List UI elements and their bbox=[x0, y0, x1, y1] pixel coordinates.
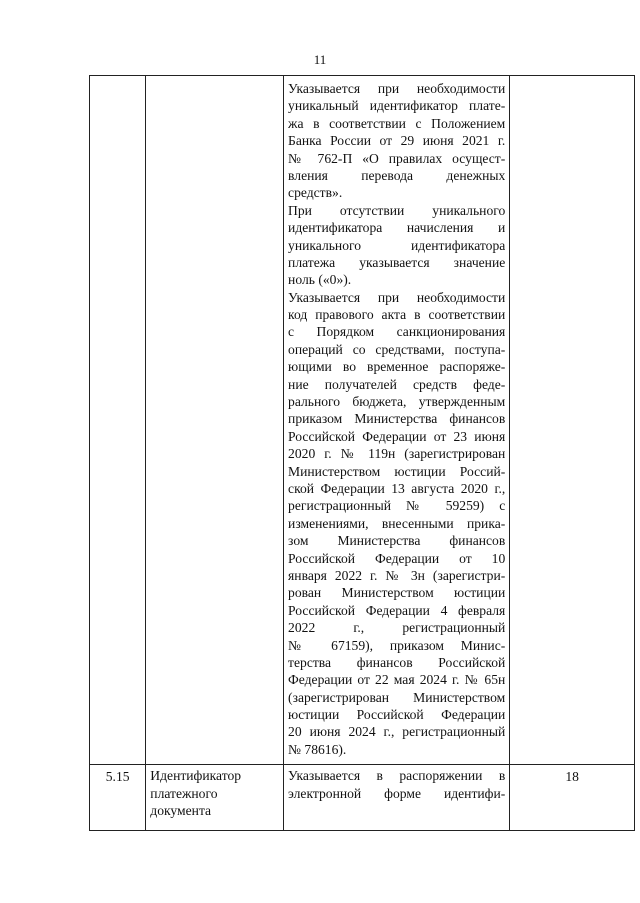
description-line: № 78616). bbox=[288, 741, 347, 757]
description-line: При отсутствии уникального bbox=[288, 202, 506, 218]
description-line: уникальный идентификатор плате- bbox=[288, 98, 506, 114]
table-row bbox=[90, 765, 635, 831]
description-line: вления перевода денежных bbox=[288, 167, 506, 183]
description-line: средств». bbox=[288, 185, 343, 201]
description-line: регистрационный № 59259) с bbox=[288, 498, 506, 514]
description-line: изменениями, внесенными прика- bbox=[288, 515, 506, 531]
description-line: Федерации от 22 мая 2024 г. № 65н bbox=[288, 672, 506, 688]
description-line: января 2022 г. № 3н (зарегистри- bbox=[288, 567, 506, 583]
description-line: № 762-П «О правилах осущест- bbox=[288, 150, 506, 166]
description-line: с Порядком санкционирования bbox=[288, 324, 506, 340]
requisites-table bbox=[89, 75, 635, 831]
description-line: Российской Федерации 4 февраля bbox=[288, 602, 506, 618]
description-line: электронной форме идентифи- bbox=[288, 785, 506, 801]
description-line: терства финансов Российской bbox=[288, 654, 506, 670]
description-line: Указывается в распоряжении в bbox=[288, 768, 506, 784]
description-line: Российской Федерации от 10 bbox=[288, 550, 506, 566]
row-number-cell bbox=[90, 76, 146, 765]
name-line: Идентификатор bbox=[150, 768, 242, 784]
description-line: рального бюджета, утвержденным bbox=[288, 394, 506, 410]
description-line: Министерством юстиции Россий- bbox=[288, 463, 506, 479]
description-line: приказом Министерства финансов bbox=[288, 411, 506, 427]
description-line: юстиции Российской Федерации bbox=[288, 707, 506, 723]
description-line: ноль («0»). bbox=[288, 272, 352, 288]
description-line: Указывается при необходимости bbox=[288, 289, 506, 305]
description-line: идентификатора начисления и bbox=[288, 220, 506, 236]
name-line: платежного bbox=[150, 785, 218, 801]
description-line: (зарегистрирован Министерством bbox=[288, 689, 506, 705]
description-line: рован Министерством юстиции bbox=[288, 585, 506, 601]
description-line: код правового акта в соответствии bbox=[288, 307, 506, 323]
row-description-cell bbox=[284, 76, 510, 765]
description-line: 20 июня 2024 г., регистрационный bbox=[288, 724, 506, 740]
row-number-cell: 5.15 bbox=[90, 765, 146, 831]
table-row bbox=[90, 76, 635, 765]
description-line: жа в соответствии с Положением bbox=[288, 115, 506, 131]
description-line: Банка России от 29 июня 2021 г. bbox=[288, 133, 506, 149]
description-line: Указывается при необходимости bbox=[288, 81, 506, 96]
row-description-cell bbox=[284, 765, 510, 831]
description-line: операций со средствами, поступа- bbox=[288, 341, 506, 357]
row-code-cell: 18 bbox=[510, 765, 635, 831]
description-line: 2020 г. № 119н (зарегистрирован bbox=[288, 446, 506, 462]
description-line: 2022 г., регистрационный bbox=[288, 620, 506, 636]
description-line: ющими во временное распоряже- bbox=[288, 359, 506, 375]
row-code-cell bbox=[510, 76, 635, 765]
description-line: уникального идентификатора bbox=[288, 237, 506, 253]
row-name-cell bbox=[146, 765, 284, 831]
description-line: ской Федерации 13 августа 2020 г., bbox=[288, 480, 506, 496]
description-line: Российской Федерации от 23 июня bbox=[288, 428, 506, 444]
page-number: 11 bbox=[313, 52, 327, 67]
description-line: № 67159), приказом Минис- bbox=[288, 637, 506, 653]
name-line: документа bbox=[150, 803, 212, 819]
description-line: ние получателей средств феде- bbox=[288, 376, 506, 392]
row-name-cell bbox=[146, 76, 284, 765]
description-line: платежа указывается значение bbox=[288, 254, 506, 270]
description-line: зом Министерства финансов bbox=[288, 533, 506, 549]
